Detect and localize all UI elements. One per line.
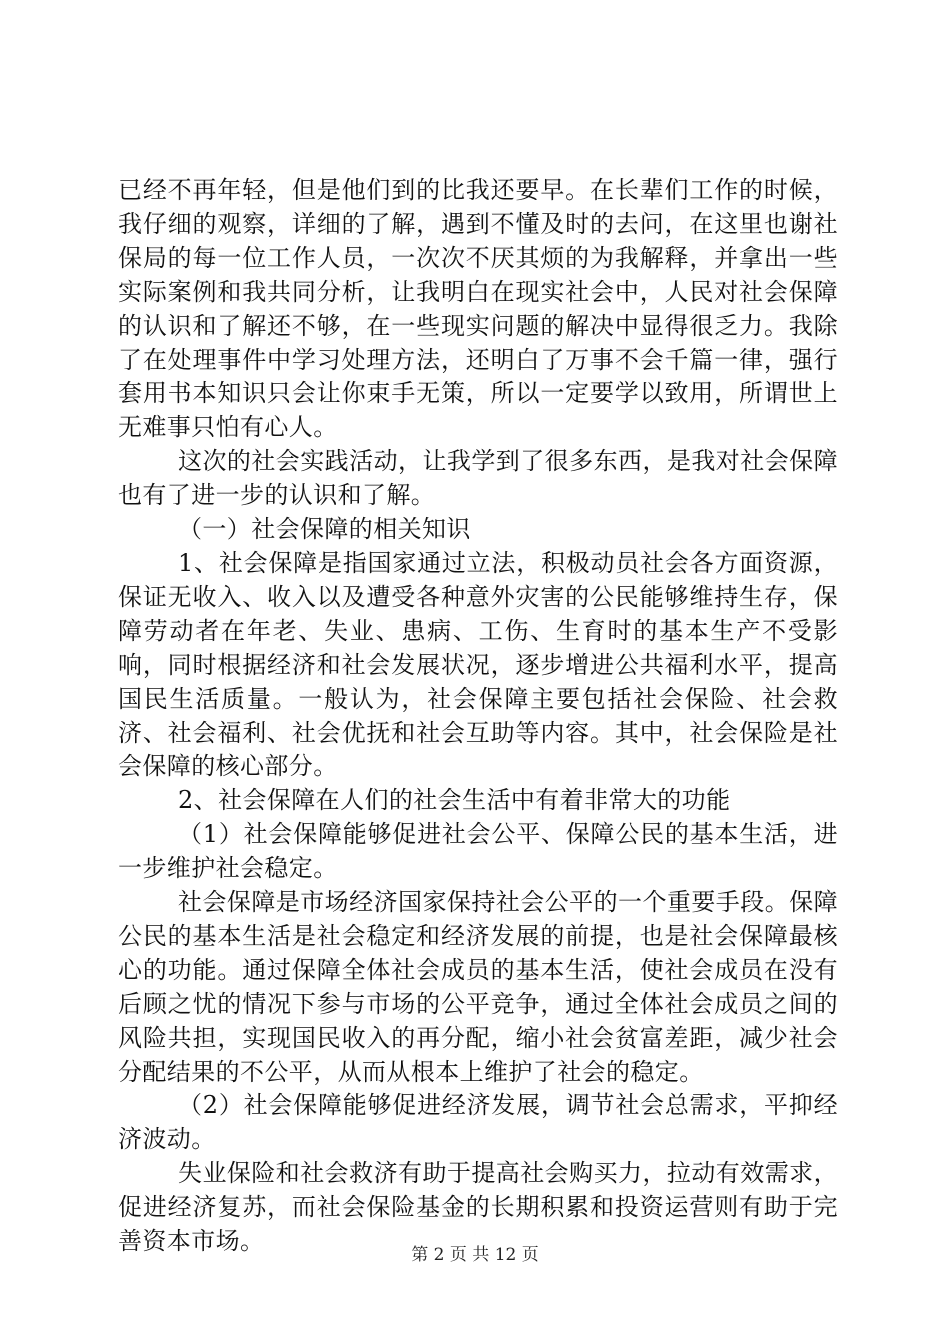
page-number-footer: 第 2 页 共 12 页: [411, 1245, 539, 1265]
paragraph-continuation: 已经不再年轻，但是他们到的比我还要早。在长辈们工作的时候，我仔细的观察，详细的了解，遇到不懂及时的去问，在这里也谢社保局的每一位工作人员，一次次不厌其烦的为我解释，并拿出一些实际案例和我共同分析，让我明白在现实社会中，人民对社会保障的认识和了解还不够，在一些现实问题的解决中显得很乏力。我除了在处理事件中学习处理方法，还明白了万事不会千篇一律，强行套用书本知识只会让你束手无策，所以一定要学以致用，所谓世上无难事只怕有心人。: [118, 176, 838, 442]
subheading-function-1: （1）社会保障能够促进社会公平、保障公民的基本生活，进一步维护社会稳定。: [118, 820, 838, 883]
paragraph-definition: 1、社会保障是指国家通过立法，积极动员社会各方面资源，保证无收入、收入以及遭受各种意外灾害的公民能够维持生存，保障劳动者在年老、失业、患病、工伤、生育时的基本生产不受影响，同时根据经济和社会发展状况，逐步增进公共福利水平，提高国民生活质量。一般认为，社会保障主要包括社会保险、社会救济、社会福利、社会优抚和社会互助等内容。其中，社会保险是社会保障的核心部分。: [118, 548, 838, 781]
section-heading-related-knowledge: （一）社会保障的相关知识: [178, 515, 471, 544]
paragraph-function-heading: 2、社会保障在人们的社会生活中有着非常大的功能: [178, 786, 731, 815]
paragraph-function-1-body: 社会保障是市场经济国家保持社会公平的一个重要手段。保障公民的基本生活是社会稳定和经济发展的前提，也是社会保障最核心的功能。通过保障全体社会成员的基本生活，使社会成员在没有后顾之忧的情况下参与市场的公平竞争，通过全体社会成员之间的风险共担，实现国民收入的再分配，缩小社会贫富差距，减少社会分配结果的不公平，从而从根本上维护了社会的稳定。: [118, 888, 838, 1086]
subheading-function-2: （2）社会保障能够促进经济发展，调节社会总需求，平抑经济波动。: [118, 1091, 838, 1154]
document-body: [118, 174, 838, 1259]
paragraph-function-2-body: 失业保险和社会救济有助于提高社会购买力，拉动有效需求，促进经济复苏，而社会保险基金的长期积累和投资运营则有助于完善资本市场。: [118, 1159, 838, 1256]
paragraph-practice-summary: 这次的社会实践活动，让我学到了很多东西，是我对社会保障也有了进一步的认识和了解。: [118, 447, 838, 510]
